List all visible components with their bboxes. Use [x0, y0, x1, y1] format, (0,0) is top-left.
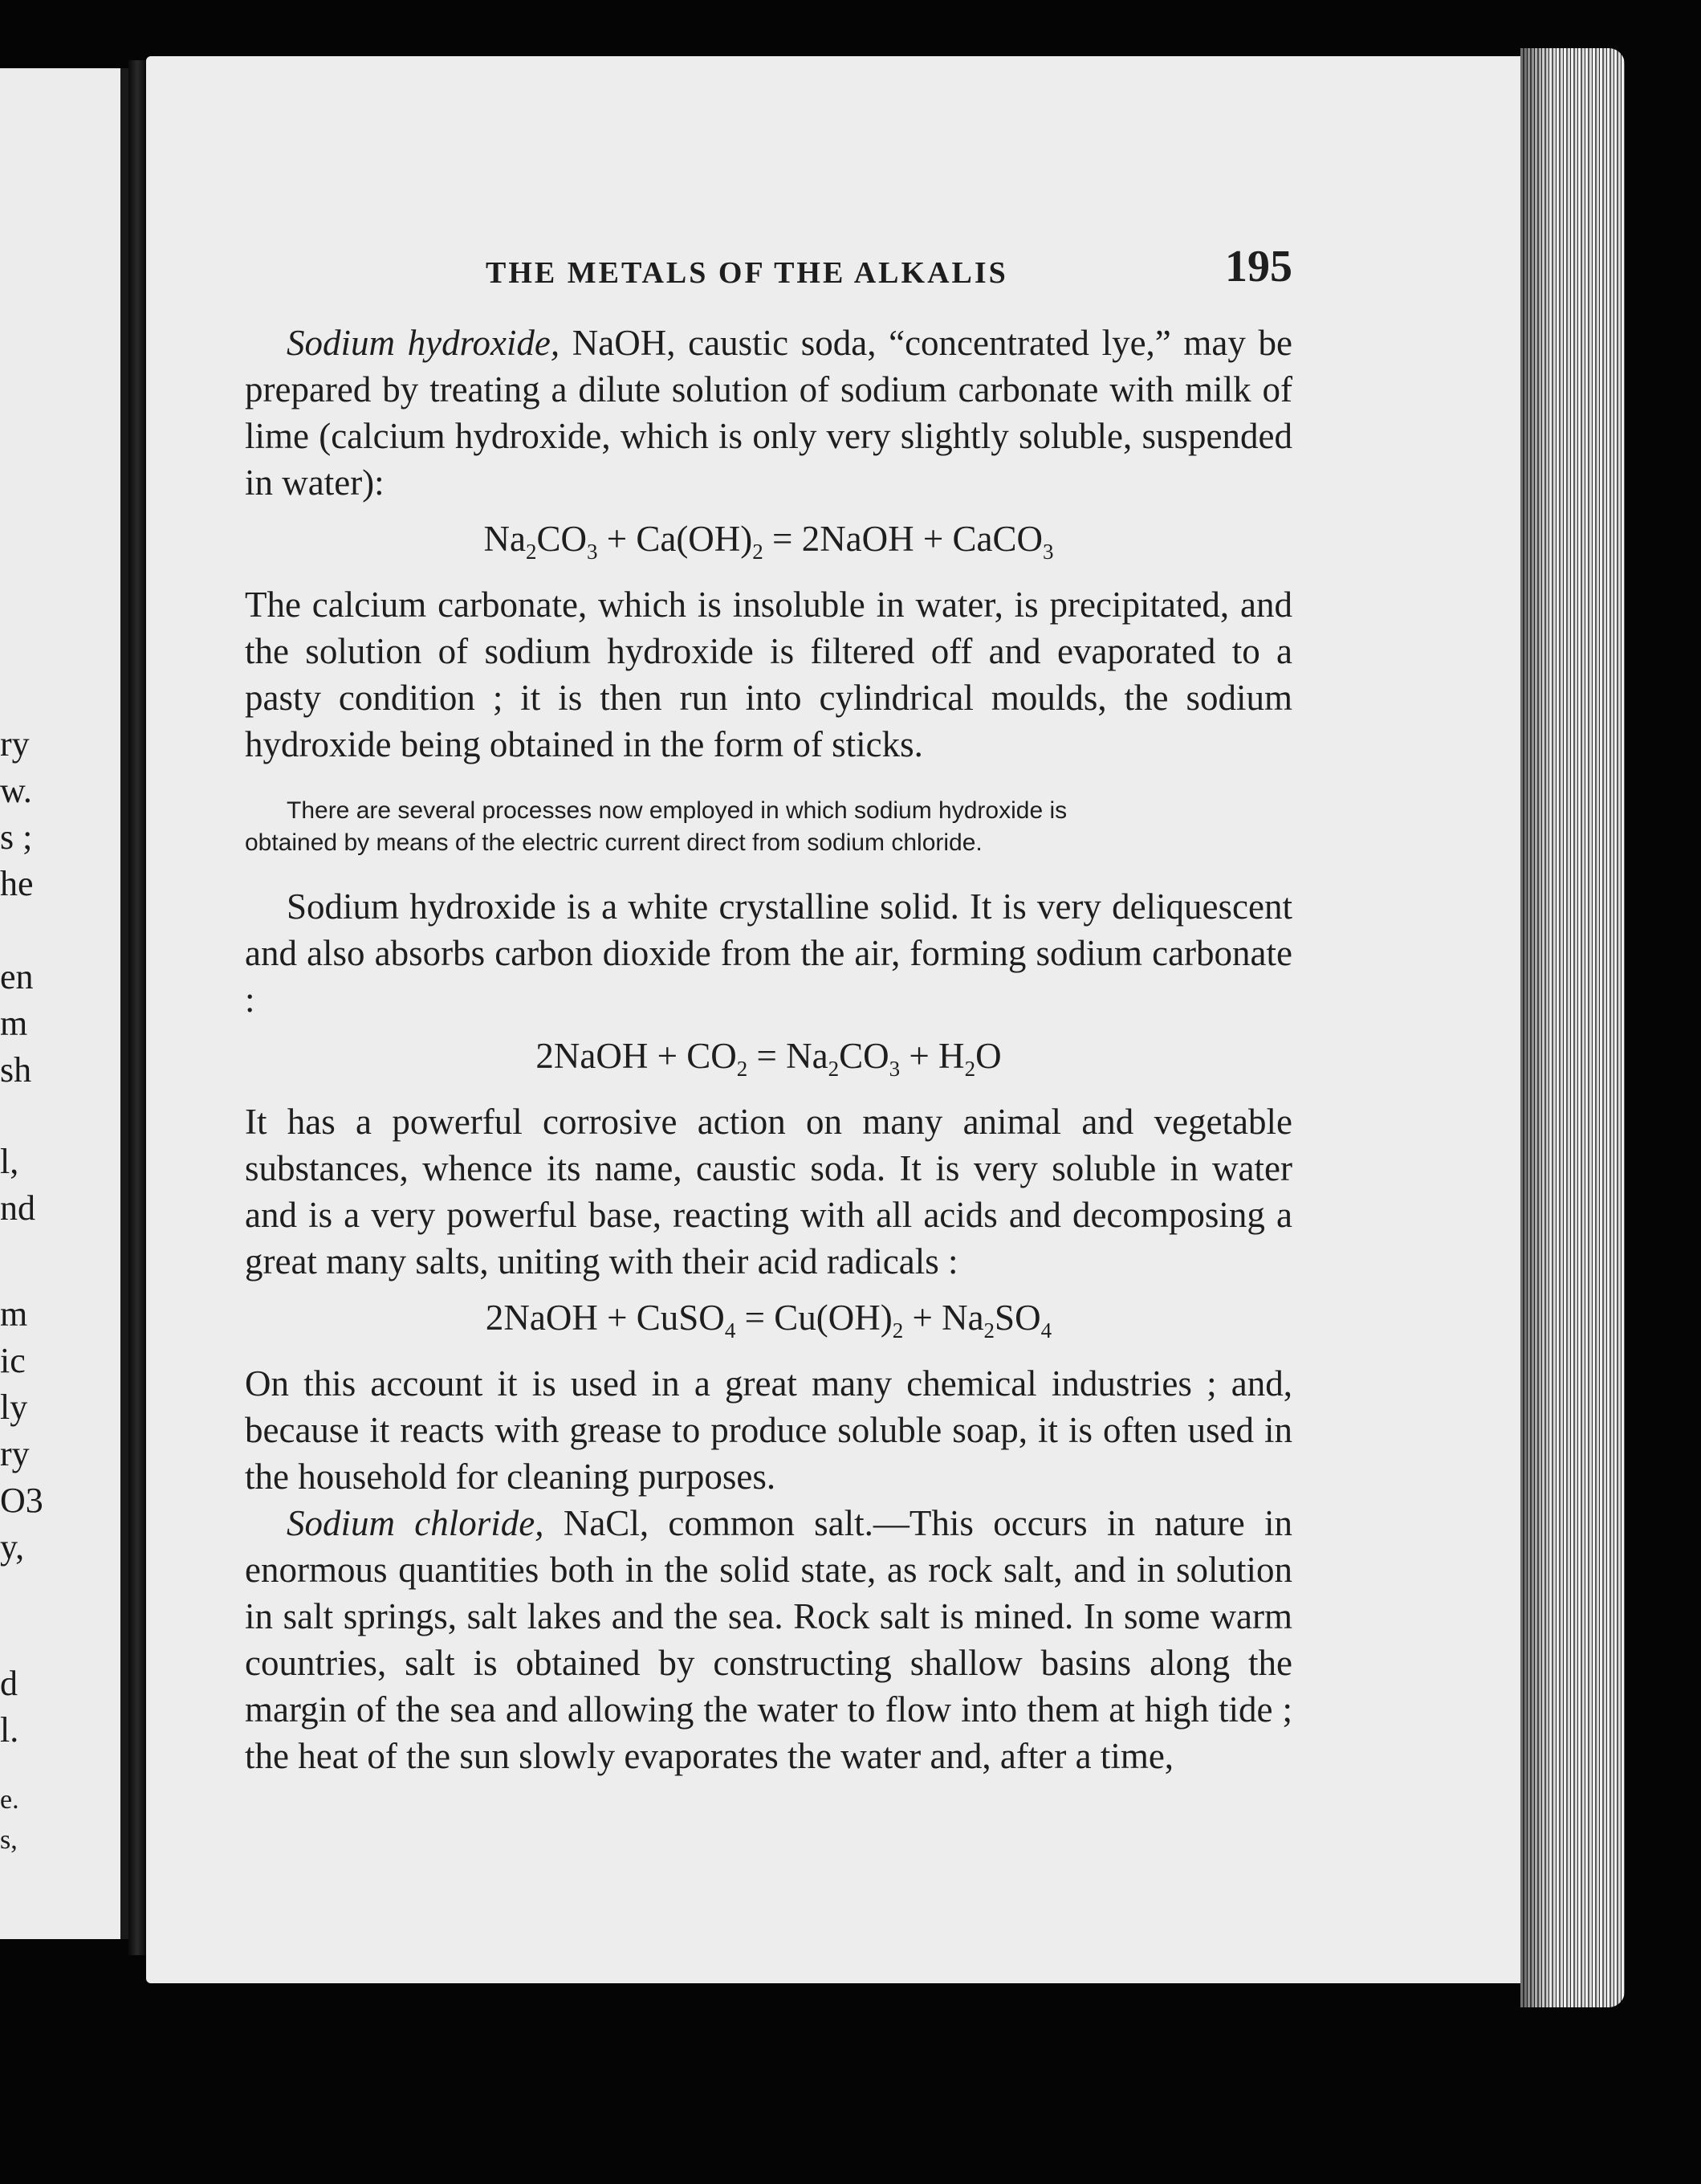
equation-1	[245, 515, 1292, 575]
paragraph-text: NaOH, caustic soda, “concentrated lye,” may be prepared by treating a dilute solution of sodium carbonate with milk of lime (calcium hydroxide, which is only very slightly soluble, suspended in water):	[245, 323, 1292, 503]
facing-page-fragment: m	[0, 1004, 28, 1043]
facing-page-fragment: en	[0, 957, 34, 996]
facing-page	[0, 68, 128, 1939]
facing-page-fragment: ry	[0, 1434, 30, 1473]
facing-page-fragment: m	[0, 1294, 28, 1334]
paragraph-corrosive: It has a powerful corrosive action on many animal and vegetable substances, whence its name, caustic soda. It is very soluble in water and is a very powerful base, reacting with all acids and decomposing a great many salts, uniting with their acid radicals :	[245, 1102, 1292, 1281]
facing-page-fragment: s ;	[0, 817, 33, 857]
facing-page-fragment: l.	[0, 1710, 19, 1750]
facing-page-fragment: y,	[0, 1527, 25, 1567]
equation-lhs: 2NaOH + CuSO$_4$	[485, 1298, 736, 1343]
note-line: obtained by means of the electric current direct from sodium chloride.	[245, 829, 983, 856]
page-header	[245, 241, 1292, 297]
facing-page-fragment: d	[0, 1664, 18, 1703]
facing-page-fragment: w.	[0, 771, 32, 810]
term-sodium-chloride: Sodium chloride,	[287, 1503, 544, 1543]
running-title: THE METALS OF THE ALKALIS	[486, 256, 1008, 290]
equals-sign: =	[756, 1036, 777, 1076]
equation-rhs: 2NaOH + CaCO$_3$	[801, 519, 1054, 564]
equation-lhs: 2NaOH + $CO_2$	[535, 1036, 748, 1081]
paragraph-text: NaCl, common salt.—This occurs in nature in enormous quantities both in the solid state, as rock salt, and in solution in salt springs, salt lakes and the sea. Rock salt is mined. In some warm countries, salt is obtained by constructing shallow basins along the margin of the sea and allowing the water to flow into them at high tide ; the heat of the sun slowly evaporates the water and, after a time,	[245, 1503, 1293, 1776]
equation-rhs: $Na_2CO_3 + H_2O$	[786, 1036, 1002, 1081]
small-print-note	[245, 795, 1292, 859]
paragraph-sodium-chloride	[245, 1500, 1292, 1779]
facing-page-fragment: nd	[0, 1188, 35, 1228]
book-gutter	[128, 60, 146, 1955]
paragraph-precipitation: The calcium carbonate, which is insoluble in water, is precipitated, and the solution of sodium hydroxide is filtered off and evaporated to a pasty condition ; it is then run into cylindrical moulds, the sodium hydroxide being obtained in the form of sticks.	[245, 585, 1292, 764]
paragraph-uses: On this account it is used in a great many chemical industries ; and, because it reacts with grease to produce soluble soap, it is often used in the household for cleaning purposes.	[245, 1363, 1292, 1497]
facing-page-fragment: ry	[0, 724, 30, 764]
facing-page-fragment: sh	[0, 1050, 32, 1090]
paragraph-properties: Sodium hydroxide is a white crystalline solid. It is very deliquescent and also absorbs carbon dioxide from the air, forming sodium carbonate :	[245, 886, 1292, 1020]
equals-sign: =	[744, 1298, 765, 1338]
facing-page-fragment: e.	[0, 1785, 19, 1815]
equation-3	[245, 1294, 1292, 1354]
facing-page-fragment: ic	[0, 1341, 26, 1380]
facing-page-fragment: ly	[0, 1387, 28, 1427]
page-number: 195	[1225, 242, 1292, 291]
equals-sign: =	[772, 519, 793, 559]
equation-2	[245, 1033, 1292, 1092]
facing-page-fragment: s,	[0, 1825, 18, 1855]
page-content	[245, 241, 1292, 1779]
facing-page-fragment: he	[0, 864, 34, 903]
equation-lhs: $Na_2CO_3 + Ca(OH)_2$	[483, 519, 763, 564]
facing-page-fragment: l,	[0, 1142, 19, 1181]
term-sodium-hydroxide: Sodium hydroxide,	[287, 323, 560, 363]
facing-page-fragment: O3	[0, 1481, 43, 1520]
equation-rhs: $Cu(OH)_2 + Na_2SO_4$	[774, 1298, 1052, 1343]
page-edges-shadow	[1520, 48, 1552, 2007]
paragraph-sodium-hydroxide	[245, 320, 1292, 506]
note-line: There are several processes now employed in which sodium hydroxide is	[287, 797, 1068, 824]
